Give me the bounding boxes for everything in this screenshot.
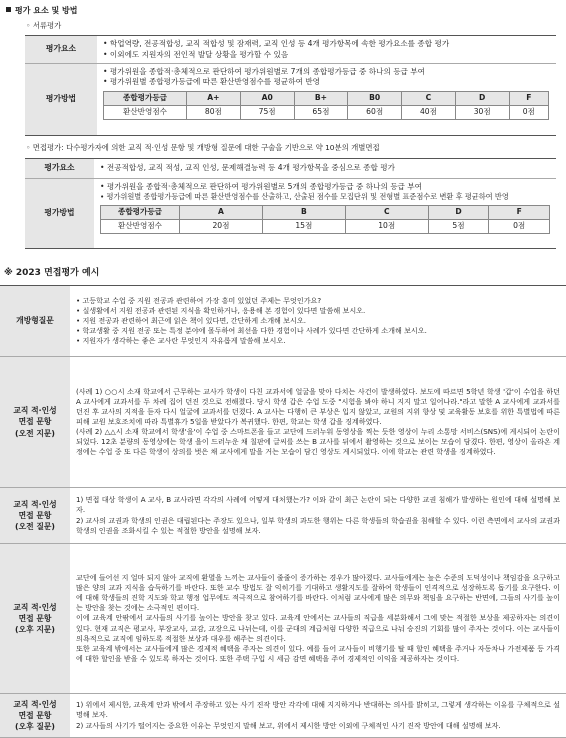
doc-element-content: [97, 36, 556, 64]
grade-header-label: 종합평가등급: [101, 205, 180, 219]
score-cell: 40점: [402, 105, 456, 119]
example-paragraph: • 실생활에서 지원 전공과 관련된 지식을 확인하거나, 응용해 본 경험이 있다면 말씀해 보시오.: [76, 305, 366, 315]
example-label: [0, 286, 70, 357]
example-paragraph: • 학교생활 중 지원 전공 또는 특정 분야에 몰두하여 최선을 다한 경험이나 사례가 있다면 간단하게 소개해 보시오.: [76, 326, 427, 336]
grade-cell: D: [428, 205, 489, 219]
doc-element-item: • 학업역량, 전공적합성, 교직 적합성 및 잠재력, 교직 인성 등 4개 평가항목에 속한 평가요소를 종합 평가: [103, 39, 450, 49]
example-label: [0, 357, 70, 488]
example-label-line: (오전 질문): [15, 522, 55, 532]
example-label: [0, 544, 70, 694]
example-label-line: 교직 적·인성: [13, 406, 57, 416]
int-grade-table: [100, 205, 550, 234]
example-label-line: 교직 적·인성: [13, 699, 57, 709]
example-label-line: 개방형질문: [16, 316, 54, 326]
int-method-label: 평가방법: [25, 179, 94, 249]
section-title: 평가 요소 및 방법: [6, 6, 77, 17]
example-label-line: 면접 문항: [18, 417, 52, 427]
example-label-line: 면접 문항: [18, 710, 52, 720]
score-cell: 15점: [262, 219, 345, 233]
examples-table: [0, 285, 566, 738]
example-content: [70, 544, 566, 694]
example-paragraph: 또한 교육계 밖에서는 교사들에게 많은 경제적 혜택을 주자는 의견이 있다. 예를 들어 교사들이 비행기를 탈 때 할인 혜택을 주거나 자동차나 가전제품 등 가격에 대한 할인을 받을 수 있도록 하자는 것이다. 또한 주택 구입 시 세금 감면 혜택을 주어 경제적인 이익을 제공하자는 것이다.: [76, 643, 560, 663]
int-method-content: [94, 179, 556, 249]
example-content: [70, 357, 566, 488]
doc-method-item: • 평가위원별 종합평가등급에 따른 환산반영점수를 평균하여 반영: [103, 77, 321, 87]
example-paragraph: 1) 위에서 제시한, 교육계 안과 밖에서 주장하고 있는 사기 진작 방안 각각에 대해 지지하거나 반대하는 의사를 밝히고, 그렇게 생각하는 이유를 구체적으로 설명해 보자.: [76, 700, 560, 720]
example-label-line: 교직 적·인성: [13, 499, 57, 509]
score-cell: 30점: [455, 105, 509, 119]
score-row-label: 환산반영점수: [104, 105, 187, 119]
grade-cell: C: [345, 205, 428, 219]
example-paragraph: • 지원자가 생각하는 좋은 교사란 무엇인지 자유롭게 말씀해 보시오.: [76, 336, 286, 346]
grade-cell: B+: [294, 91, 348, 105]
example-paragraph: 교단에 들어선 지 얼마 되지 않아 교직에 환멸을 느끼는 교사들이 줄줄이 증가하는 경우가 많아졌다. 교사들에게는 높은 수준의 도덕성이나 책임감을 요구하고 많은 양의 교과 지식을 습득하기를 바란다. 또한 교수 방법도 잘 익히기를 기대하고 생활지도를 잘하여 학생들이 인격적으로 성장하도록 돕기를 요구한다. 이에 대해 학생들의 진학 지도와 학교 행정 업무에도 적극적으로 참여하기를 바란다. 이처럼 교사에게 많은 의무와 책임을 요구하는 반면에, 그들의 사기를 높이는 방안을 찾는 것에는 소극적인 편이다.: [76, 573, 560, 613]
square-bullet-icon: [6, 7, 11, 12]
int-method-item: • 평가위원을 종합적·총체적으로 판단하여 평가위원별로 5개의 종합평가등급 중 하나의 등급 부여: [100, 182, 422, 191]
doc-grade-table: [103, 91, 549, 120]
int-method-item: • 평가위원별 종합평가등급에 따른 환산반영점수를 산출하고, 산출된 점수를 모집단위 및 전형별 표준점수로 변환 후 평균하여 반영: [100, 192, 509, 202]
score-cell: 60점: [348, 105, 402, 119]
example-label: [0, 488, 70, 544]
grade-cell: A: [180, 205, 263, 219]
example-content: [70, 286, 566, 357]
doc-method-label: 평가방법: [25, 64, 97, 136]
example-label-line: 면접 문항: [18, 510, 52, 520]
int-element-label: 평가요소: [25, 159, 94, 179]
doc-element-label: 평가요소: [25, 36, 97, 64]
grade-cell: F: [489, 205, 550, 219]
example-paragraph: 2) 교사들의 사기가 떨어지는 중요한 이유는 무엇인지 말해 보고, 위에서 제시한 방안 이외에 구체적인 사기 진작 방안에 대해 설명해 보자.: [76, 720, 501, 730]
example-content: [70, 694, 566, 738]
doc-method-item: • 평가위원을 종합적·총체적으로 판단하여 평가위원별로 7개의 종합평가등급 중 하나의 등급 부여: [103, 67, 425, 76]
int-element-item: • 전공적합성, 교직 적성, 교직 인성, 문제해결능력 등 4개 평가항목을 중심으로 종합 평가: [100, 163, 395, 173]
example-label-line: 면접 문항: [18, 613, 52, 623]
grade-cell: B0: [348, 91, 402, 105]
doc-method-content: [97, 64, 556, 136]
example-paragraph: • 지원 전공과 관련하여 최근에 읽은 책이 있다면, 간단하게 소개해 보시오.: [76, 315, 306, 325]
example-label-line: (오전 지문): [15, 428, 55, 438]
example-label-line: 교직 적·인성: [13, 602, 57, 612]
score-cell: 65점: [294, 105, 348, 119]
example-paragraph: (사례 2) △△시 소재 학교에서 학생'을'이 수업 중 스마트폰을 들고 교단에 드러누워 동영상을 찍는 듯한 영상이 누리 소통망 서비스(SNS)에 게시되어 논란이 되었다. 12초 분량의 동영상에는 학생 을이 드러누운 채 칠판에 글씨를 쓰는 B 교사를 뒤에서 촬영하는 것으로 보이는 모습이 담겼다. 한편, 영상이 올라온 계정에는 수업 중 또 다른 학생이 상의를 벗은 채 교사에게 말을 거는 모습이 담긴 영상도 게시되었다. 이에 학교는 관련 학생을 징계하였다.: [76, 427, 560, 457]
example-paragraph: (사례 1) ○○시 소재 학교에서 근무하는 교사가 학생이 다친 교과서에 얼굴을 맞아 다치는 사건이 발생하였다. 보도에 따르면 5학년 학생 '갑'이 수업을 하던 A 교사에게 교과서를 두 차례 집어 던진 것으로 전해졌다. 당시 학생 갑은 수업 도중 "시험을 봐야 하니 지지 말고 일어나라."라고 말한 A 교사에게 교과서를 던진 후 교사의 지적을 듣자 다시 얼굴에 교과서를 던졌다. A 교사는 다행히 큰 부상은 입지 않았고, 교원의 지위 향상 및 교육활동 보호를 위한 특별법에 따른 피해 교원 보호조치에 따라 특별휴가 5일을 받았다가 복귀했다. 한편, 학교는 학생 갑을 징계하였다.: [76, 386, 560, 426]
examples-title: ※ 2023 면접평가 예시: [4, 268, 100, 278]
document-review-subheading: ◦ 서류평가: [26, 21, 62, 30]
interview-table: [25, 158, 556, 249]
example-paragraph: 1) 면접 대상 학생이 A 교사, B 교사라면 각각의 사례에 어떻게 대처했는가? 이와 같이 최근 논란이 되는 다양한 교권 침해가 발생하는 원인에 대해 설명해 보자.: [76, 495, 560, 515]
int-element-content: [94, 159, 556, 179]
grade-cell: F: [509, 91, 548, 105]
grade-cell: A0: [240, 91, 294, 105]
grade-cell: C: [402, 91, 456, 105]
score-cell: 5점: [428, 219, 489, 233]
doc-element-item: • 이외에도 지원자의 전인적 발달 상황을 평가할 수 있음: [103, 49, 289, 59]
example-label-line: (오후 지문): [15, 625, 55, 635]
document-review-table: [25, 35, 556, 136]
grade-cell: D: [455, 91, 509, 105]
grade-cell: A+: [187, 91, 241, 105]
score-cell: 80점: [187, 105, 241, 119]
score-row-label: 환산반영점수: [101, 219, 180, 233]
example-paragraph: 2) 교사의 교권과 학생의 인권은 대립된다는 주장도 있으나, 일부 학생의 과도한 행위는 다른 학생들의 학습권을 침해할 수 있다. 이런 측면에서 교사의 교권과 학생의 인권을 조화시킬 수 있는 적절한 방안을 설명해 보자.: [76, 515, 560, 535]
grade-cell: B: [262, 205, 345, 219]
example-content: [70, 488, 566, 544]
example-paragraph: 이에 교육계 안팎에서 교사들의 사기를 높이는 방안을 찾고 있다. 교육계 안에서는 교사들의 직급을 세분화해서 그에 맞는 적절한 보상을 제공하자는 의견이 있다. 현재 교직은 평교사, 부장교사, 교감, 교장으로 나뉘는데, 이를 군대의 계급처럼 다양한 직급으로 나눠 승진의 기회를 많이 주자는 것이다. 이는 교사들이 의욕적으로 교직에 임하도록 적절한 보상과 대우를 해주는 의견이다.: [76, 613, 560, 643]
score-cell: 0점: [489, 219, 550, 233]
score-cell: 0점: [509, 105, 548, 119]
interview-subheading: ◦ 면접평가: 다수평가자에 의한 교직 적·인성 문항 및 개방형 질문에 대한 구술을 기반으로 약 10분의 개별면접: [26, 143, 380, 152]
example-paragraph: • 고등학교 수업 중 지원 전공과 관련하여 가장 흥미 있었던 주제는 무엇인가요?: [76, 295, 322, 305]
score-cell: 20점: [180, 219, 263, 233]
score-cell: 10점: [345, 219, 428, 233]
score-cell: 75점: [240, 105, 294, 119]
example-label: [0, 694, 70, 738]
example-label-line: (오후 질문): [15, 722, 55, 732]
grade-header-label: 종합평가등급: [104, 91, 187, 105]
